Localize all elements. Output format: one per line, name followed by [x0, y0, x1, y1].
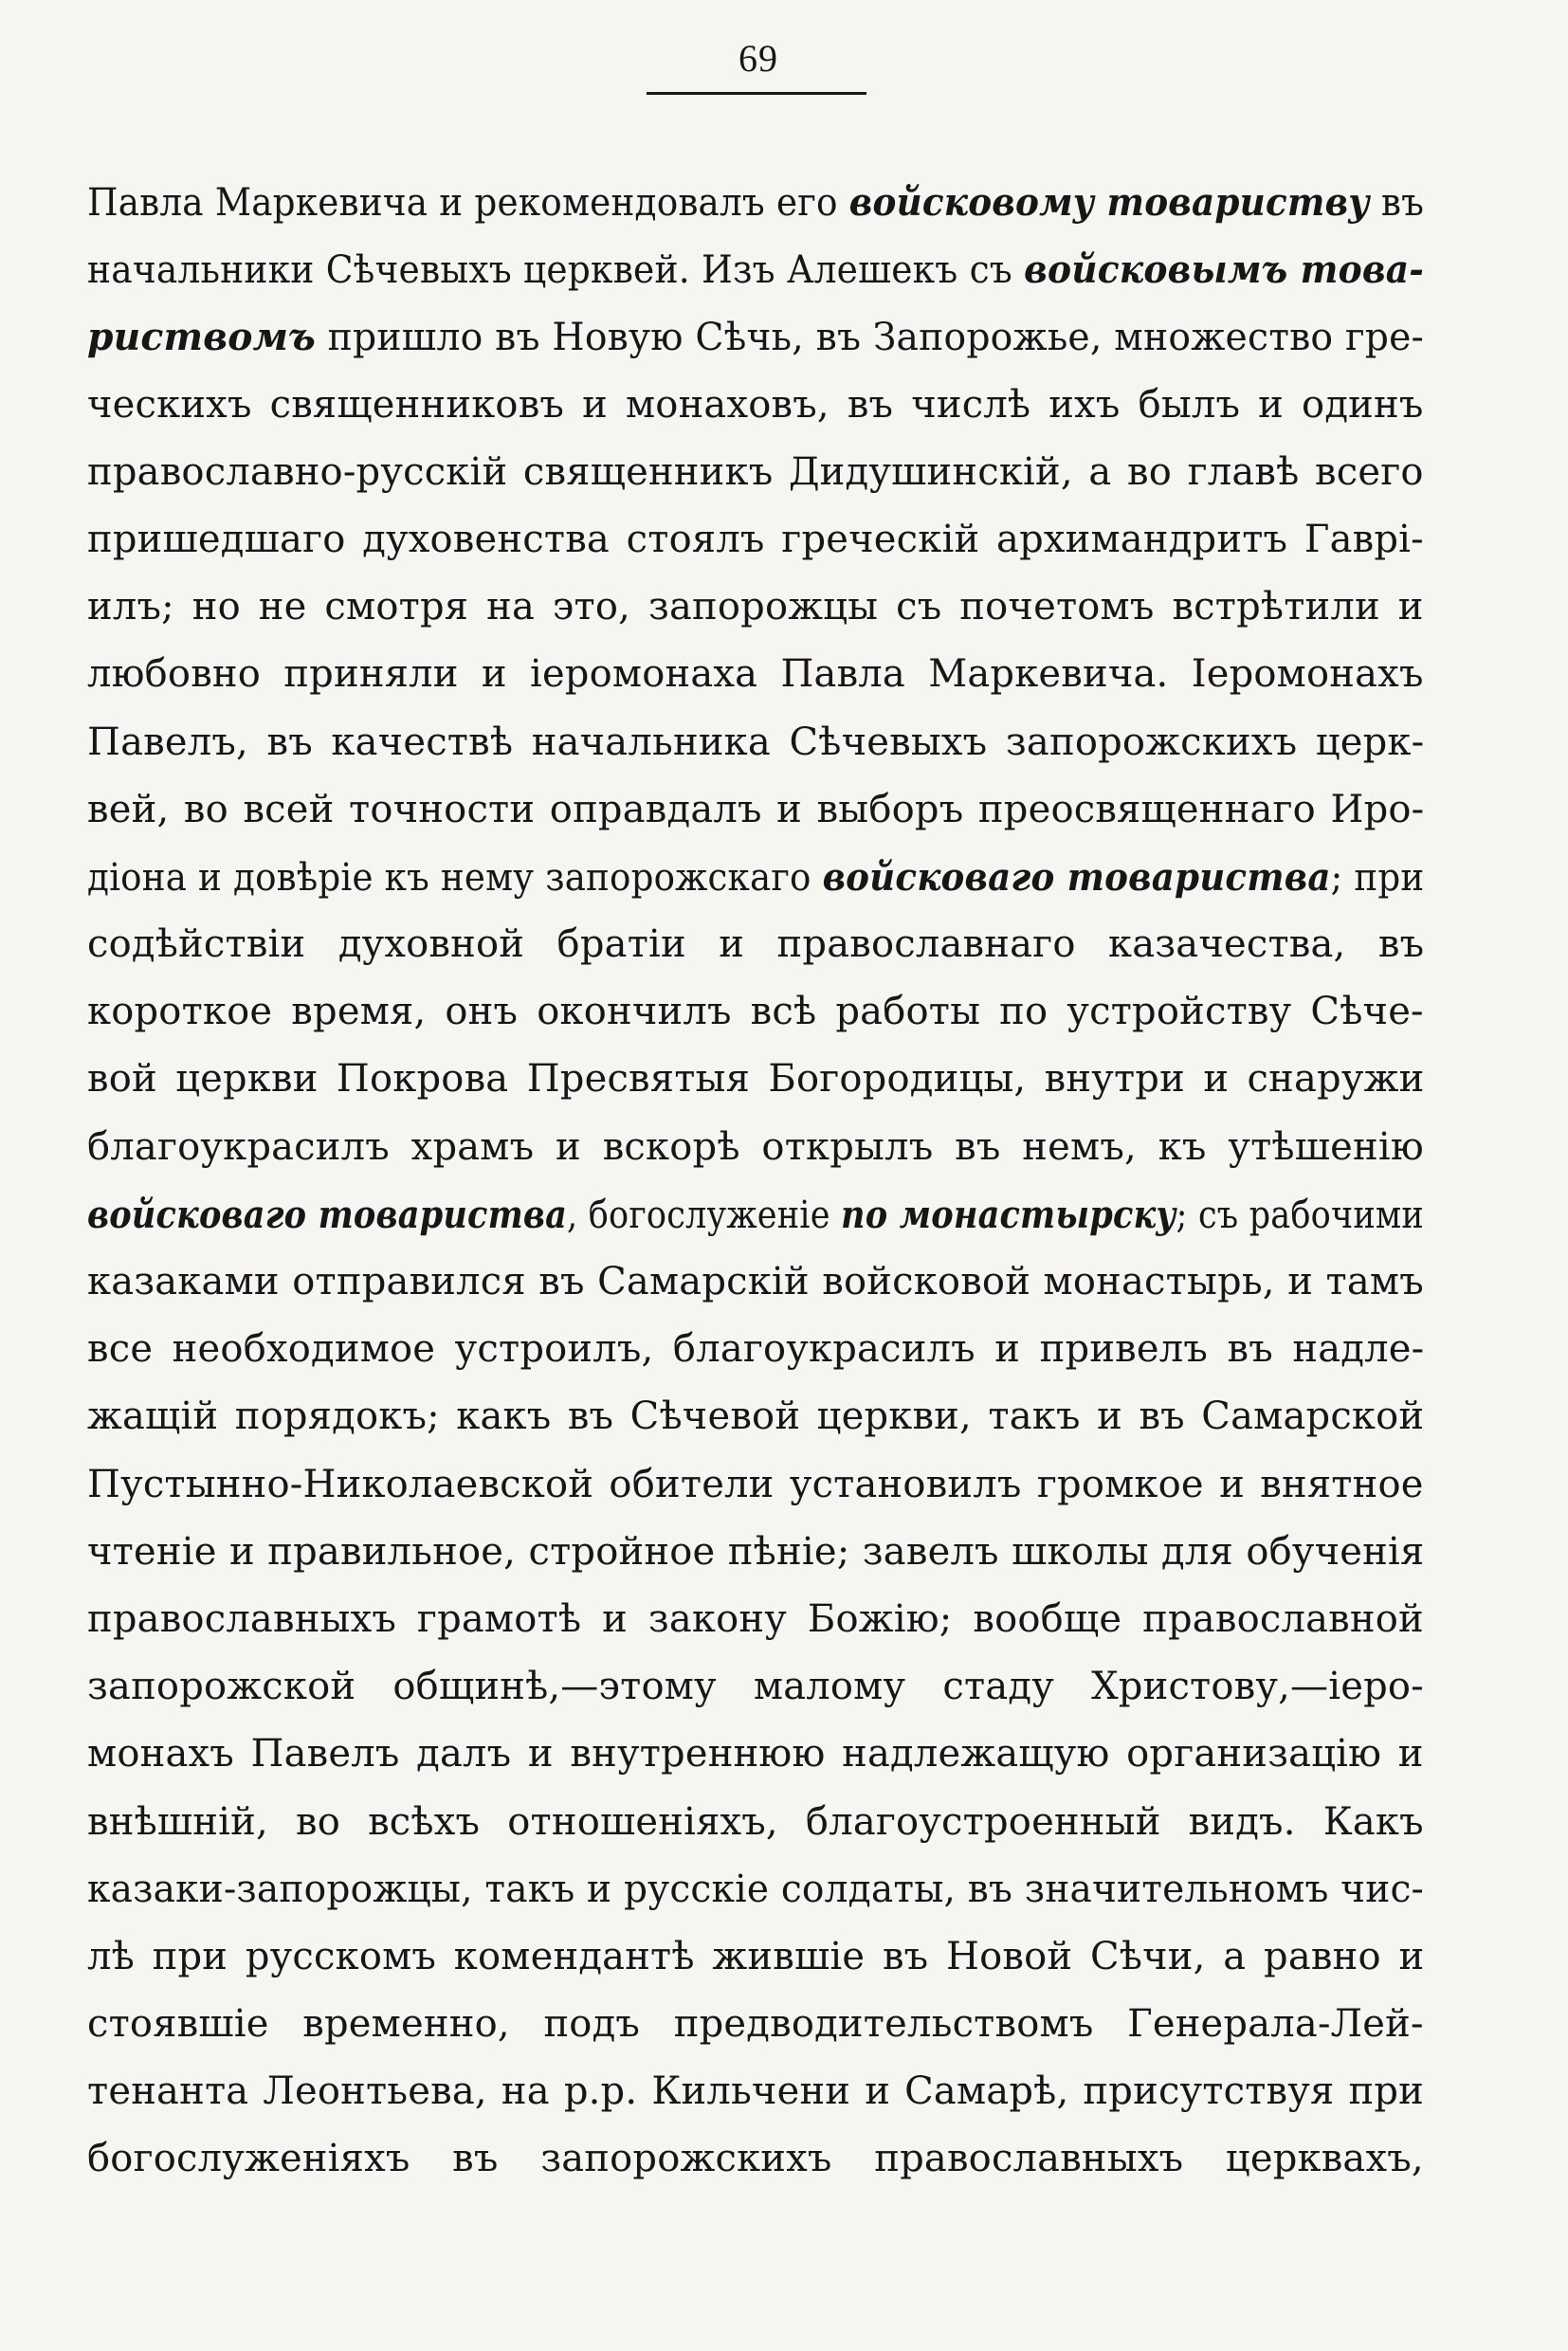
text-line	[87, 1721, 1424, 1788]
text-line	[87, 1248, 1424, 1316]
text-segment: Пустынно-Николаевской обители установилъ громкое и внятное	[87, 1462, 1424, 1506]
italic-phrase: войсковаго товариства	[87, 1192, 568, 1237]
text-line	[87, 1383, 1424, 1450]
text-segment: благоукрасилъ храмъ и вскорѣ открылъ въ немъ, къ утѣшенію	[87, 1124, 1424, 1169]
text-line	[87, 372, 1424, 439]
text-segment: казаками отправился въ Самарскій войсковой монастырь, и тамъ	[87, 1260, 1424, 1303]
text-line	[87, 236, 1424, 303]
text-line	[87, 439, 1424, 506]
text-segment: внѣшній, во всѣхъ отношеніяхъ, благоустроенный видъ. Какъ	[87, 1799, 1424, 1844]
italic-phrase: войсковымъ това-	[1024, 247, 1425, 293]
text-line	[87, 1451, 1424, 1519]
text-segment: православно-русскій священникъ Дидушинскій, а во главѣ всего	[87, 449, 1424, 494]
text-line	[87, 2125, 1424, 2193]
text-line	[87, 303, 1424, 371]
body-text	[87, 169, 1424, 2194]
italic-phrase: риствомъ	[87, 315, 316, 360]
text-line	[87, 1181, 1424, 1248]
text-segment: ; съ рабочими	[1176, 1193, 1424, 1237]
text-line	[87, 169, 1424, 236]
text-segment: вой церкви Покрова Пресвятыя Богородицы, внутри и снаружи	[87, 1057, 1424, 1102]
text-segment: жащій порядокъ; какъ въ Сѣчевой церкви, такъ и въ Самарской	[87, 1394, 1424, 1439]
text-line	[87, 1789, 1424, 1856]
text-segment: діона и довѣріе къ нему запорожскаго	[87, 855, 823, 900]
text-segment: начальники Сѣчевыхъ церквей. Изъ Алешекъ съ	[87, 248, 1025, 293]
text-segment: содѣйствіи духовной братіи и православнаго казачества, въ	[87, 922, 1424, 967]
text-line	[87, 1653, 1424, 1721]
text-segment: тенанта Леонтьева, на р.р. Кильчени и Самарѣ, присутствуя при	[87, 2069, 1424, 2114]
page-header	[0, 36, 1517, 82]
text-line	[87, 709, 1424, 776]
text-segment: короткое время, онъ окончилъ всѣ работы по устройству Сѣче-	[87, 990, 1424, 1034]
text-line	[87, 776, 1424, 844]
italic-phrase: войсковому товариству	[848, 180, 1370, 225]
text-segment: богослуженіяхъ въ запорожскихъ православныхъ церквахъ,	[87, 2137, 1424, 2181]
text-line	[87, 1856, 1424, 1923]
text-segment: , богослуженіе	[567, 1193, 842, 1237]
text-line	[87, 1991, 1424, 2058]
text-segment: монахъ Павелъ далъ и внутреннюю надлежащую организацію и	[87, 1732, 1424, 1777]
text-segment: ческихъ священниковъ и монаховъ, въ числѣ ихъ былъ и одинъ	[87, 382, 1424, 427]
text-segment: все необходимое устроилъ, благоукрасилъ и привелъ въ надле-	[87, 1327, 1424, 1372]
text-line	[87, 506, 1424, 574]
text-segment: чтеніе и правильное, стройное пѣніе; завелъ школы для обученія	[87, 1529, 1424, 1574]
text-line	[87, 1114, 1424, 1181]
text-segment: любовно приняли и іеромонаха Павла Маркевича. Іеромонахъ	[87, 652, 1424, 697]
text-segment: казаки-запорожцы, такъ и русскіе солдаты, въ значительномъ чис-	[87, 1867, 1424, 1911]
italic-phrase: войсковаго товариства	[822, 854, 1331, 900]
text-segment: пришло въ Новую Сѣчь, въ Запорожье, множество гре-	[315, 316, 1425, 360]
text-line	[87, 1923, 1424, 1991]
text-line	[87, 844, 1424, 911]
text-segment: пришедшаго духовенства стоялъ греческій архимандритъ Гаврі-	[87, 517, 1424, 561]
text-line	[87, 1316, 1424, 1383]
italic-phrase: по монастырску	[841, 1192, 1176, 1237]
text-segment: Павла Маркевича и рекомендовалъ его	[87, 181, 849, 225]
text-segment: стоявшіе временно, подъ предводительствомъ Генерала-Лей-	[87, 2002, 1424, 2047]
text-line	[87, 1519, 1424, 1586]
text-segment: запорожской общинѣ,—этому малому стаду Христову,—іеро-	[87, 1665, 1424, 1709]
page-number: 69	[738, 37, 778, 80]
text-line	[87, 641, 1424, 708]
text-segment: Павелъ, въ качествѣ начальника Сѣчевыхъ запорожскихъ церк-	[87, 720, 1424, 764]
text-segment: въ	[1369, 181, 1425, 225]
text-line	[87, 978, 1424, 1046]
text-line	[87, 1586, 1424, 1653]
text-segment: ; при	[1330, 855, 1425, 900]
text-segment: вей, во всей точности оправдалъ и выборъ преосвященнаго Иро-	[87, 787, 1424, 831]
text-segment: лѣ при русскомъ комендантѣ жившіе въ Новой Сѣчи, а равно и	[87, 1934, 1424, 1978]
text-line	[87, 574, 1424, 641]
text-segment: православныхъ грамотѣ и закону Божію; вообще православной	[87, 1596, 1424, 1641]
text-line	[87, 1046, 1424, 1113]
text-line	[87, 911, 1424, 978]
text-segment: илъ; но не смотря на это, запорожцы съ почетомъ встрѣтили и	[87, 585, 1424, 629]
header-rule	[647, 92, 866, 95]
text-line	[87, 2058, 1424, 2125]
